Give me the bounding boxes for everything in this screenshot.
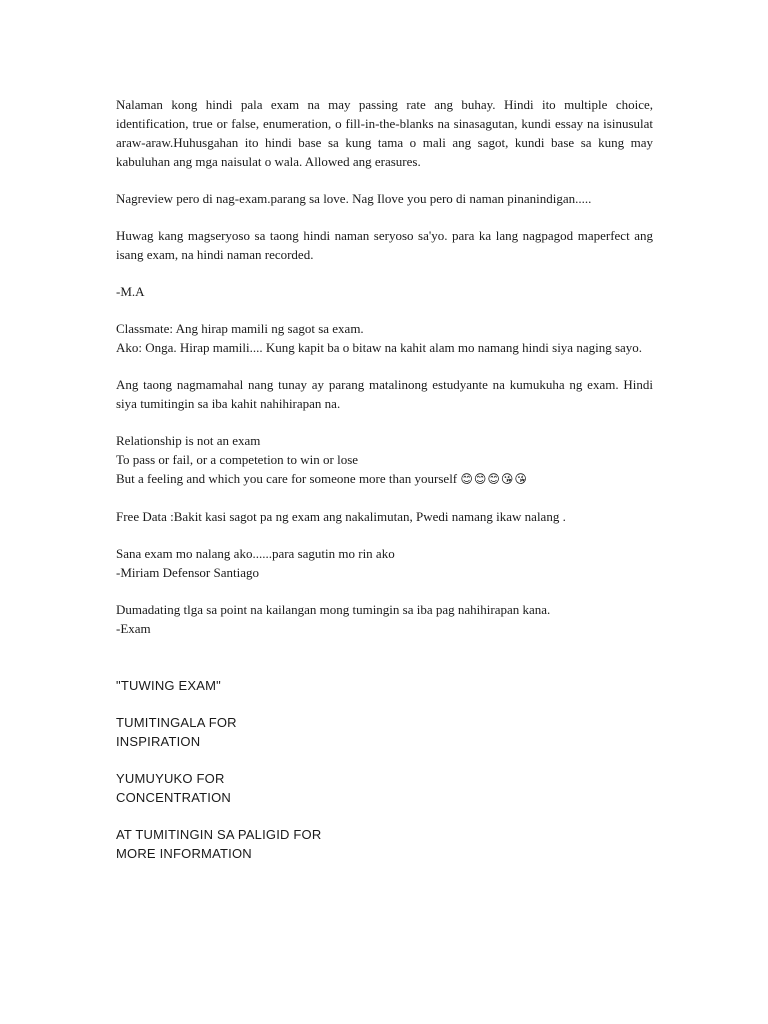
relationship-line-3 — [116, 469, 653, 489]
dialogue-classmate: Classmate: Ang hirap mamili ng sagot sa exam. — [116, 321, 364, 336]
paragraph-dumadating — [116, 600, 653, 638]
dialogue-ako: Ako: Onga. Hirap mamili.... Kung kapit ba o bitaw na kahit alam mo namang hindi siya naging sayo. — [116, 340, 643, 355]
paragraph-free-data: Free Data :Bakit kasi sagot pa ng exam ang nakalimutan, Pwedi namang ikaw nalang . — [116, 509, 566, 524]
poem-stanza-2 — [116, 769, 653, 807]
poem-stanza-1 — [116, 713, 653, 751]
paragraph-classmate-dialogue — [116, 319, 653, 357]
poem-stanza-1-line-2: INSPIRATION — [116, 734, 201, 749]
poem-stanza-1-line-1: TUMITINGALA FOR — [116, 715, 237, 730]
paragraph-taong-nagmamahal: Ang taong nagmamahal nang tunay ay parang matalinong estudyante na kumukuha ng exam. Hindi siya tumitingin sa iba kahit nahihirapan na. — [116, 377, 653, 411]
paragraph-nagreview: Nagreview pero di nag-exam.parang sa love. Nag Ilove you pero di naman pinanindigan..... — [116, 191, 592, 206]
paragraph-passing-rate: Nalaman kong hindi pala exam na may passing rate ang buhay. Hindi ito multiple choice, identification, true or false, enumeration, o fill-in-the-blanks na sinasagutan, kundi essay na isinusulat araw-araw.Huhusgahan ito hindi base sa kung tama o mali ang sagot, kundi base sa kung may kabuluhan ang mga naisulat o wala. Allowed ang erasures. — [116, 97, 653, 169]
smiley-icons: 😊😊😊😘😘 — [460, 472, 528, 486]
relationship-line-3-text: But a feeling and which you care for someone more than yourself — [116, 471, 458, 486]
poem-stanza-3-line-1: AT TUMITINGIN SA PALIGID FOR — [116, 827, 322, 842]
relationship-line-2: To pass or fail, or a competetion to win or lose — [116, 452, 359, 467]
attribution-miriam: -Miriam Defensor Santiago — [116, 565, 259, 580]
dumadating-quote: Dumadating tlga sa point na kailangan mong tumingin sa iba pag nahihirapan kana. — [116, 602, 551, 617]
poem-stanza-3-line-2: MORE INFORMATION — [116, 846, 252, 861]
relationship-line-1: Relationship is not an exam — [116, 433, 261, 448]
poem-stanza-2-line-1: YUMUYUKO FOR — [116, 771, 225, 786]
paragraph-sana-exam — [116, 544, 653, 582]
paragraph-huwag-magseryoso: Huwag kang magseryoso sa taong hindi naman seryoso sa'yo. para ka lang nagpagod maperfect ang isang exam, na hindi naman recorded. — [116, 228, 653, 262]
document-page — [116, 95, 653, 881]
attribution-ma: -M.A — [116, 284, 145, 299]
sana-exam-quote: Sana exam mo nalang ako......para sagutin mo rin ako — [116, 546, 395, 561]
poem-title: "TUWING EXAM" — [116, 678, 221, 693]
poem-stanza-2-line-2: CONCENTRATION — [116, 790, 232, 805]
attribution-exam: -Exam — [116, 621, 151, 636]
poem-stanza-3 — [116, 825, 653, 863]
paragraph-relationship — [116, 431, 653, 489]
